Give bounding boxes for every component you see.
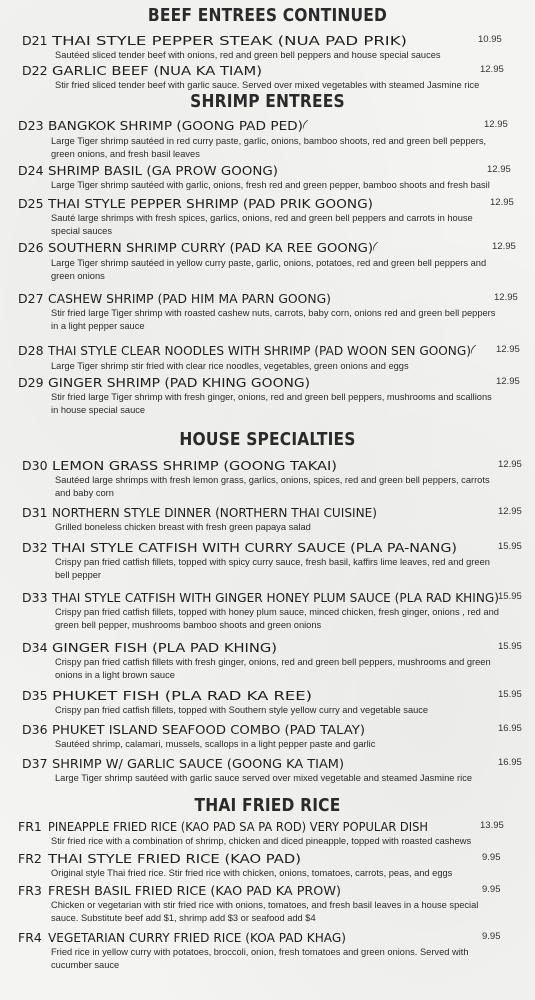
menu-item-name: FRESH BASIL FRIED RICE (KAO PAD KA PROW) <box>48 883 341 898</box>
menu-item <box>18 930 527 971</box>
menu-item <box>18 163 527 192</box>
menu-item-header <box>18 291 527 307</box>
menu-item-header <box>18 163 527 179</box>
menu-item-header <box>22 33 527 49</box>
menu-item-header <box>18 240 527 257</box>
menu-item-description: Crispy pan fried catfish fillets, topped with spicy curry sauce, fresh basil, kaffirs lime leaves, red and green bell pepper <box>55 557 490 580</box>
menu-item-description: Large Tiger shrimp sautéed in yellow curry paste, garlic, onions, potatoes, red and green bell peppers and green onions <box>51 258 487 281</box>
menu-item-name: THAI STYLE CATFISH WITH CURRY SAUCE (PLA PA-NANG) <box>52 540 457 555</box>
menu-item <box>22 63 527 92</box>
menu-item <box>18 343 527 373</box>
menu-item-description: Sautéed sliced tender beef with onions, red and green bell peppers and house special sauces <box>55 50 441 60</box>
menu-item-description: Sauté large shrimps with fresh spices, garlics, onions, red and green bell peppers and carrots in house special sauces <box>51 213 473 236</box>
menu-item-description: Stir fried rice with a combination of shrimp, chicken and diced pineapple, topped with roasted cashews <box>51 836 472 846</box>
menu-item-code: D35 <box>22 688 48 703</box>
menu-item-name: SOUTHERN SHRIMP CURRY (PAD KA REE GOONG) <box>48 240 373 255</box>
menu-item-name: GINGER FISH (PLA PAD KHING) <box>52 640 277 655</box>
menu-item-code: D37 <box>22 756 48 771</box>
menu-item-name: LEMON GRASS SHRIMP (GOONG TAKAI) <box>52 458 337 473</box>
menu-item-code: D28 <box>18 343 44 358</box>
menu-item-header <box>22 505 527 521</box>
menu-item <box>22 540 527 581</box>
menu-item-description: Original style Thai fried rice. Stir fried rice with chicken, onions, tomatoes, carrots, peas, and eggs <box>51 868 453 878</box>
menu-item-header <box>18 196 527 212</box>
menu-item-code: D34 <box>22 640 48 655</box>
menu-item-name: GARLIC BEEF (NUA KA TIAM) <box>52 63 262 78</box>
menu-item <box>18 196 527 237</box>
menu-item-code: FR2 <box>18 851 42 866</box>
menu-item-code: D21 <box>22 33 48 48</box>
chili-pepper-icon: ⁀ <box>302 119 318 134</box>
menu-item-name: THAI STYLE FRIED RICE (KAO PAD) <box>48 851 301 866</box>
menu-item-price: 12.95 <box>494 292 518 303</box>
menu-item <box>22 722 527 751</box>
menu-item-header <box>22 590 527 606</box>
menu-item-name: PINEAPPLE FRIED RICE (KAO PAD SA PA ROD) VERY POPULAR DISH <box>48 819 428 834</box>
section-title: SHRIMP ENTREES <box>190 91 345 112</box>
menu-item-code: D30 <box>22 458 48 473</box>
menu-item <box>22 688 527 717</box>
menu-item-description: Stir fried large Tiger shrimp with roasted cashew nuts, carrots, baby corn, onions red and green bell peppers in a light pepper sauce <box>51 308 496 331</box>
menu-item-price: 16.95 <box>498 757 522 768</box>
menu-item <box>18 851 527 880</box>
menu-item <box>18 819 527 848</box>
menu-item-header <box>18 819 527 835</box>
menu-item-description: Crispy pan fried catfish fillets, topped with honey plum sauce, minced chicken, fresh ginger, onions , red and green bell pepper, mushrooms bamboo shoots and green onions <box>55 607 499 630</box>
menu-item-price: 12.95 <box>492 241 516 252</box>
menu-item <box>18 883 527 924</box>
menu-item-price: 9.95 <box>482 884 501 895</box>
menu-item-price: 12.95 <box>480 64 504 75</box>
menu-item-name: PHUKET ISLAND SEAFOOD COMBO (PAD TALAY) <box>52 722 365 737</box>
menu-item-price: 15.95 <box>498 641 522 652</box>
menu-item-name: THAI STYLE PEPPER STEAK (NUA PAD PRIK) <box>52 33 407 48</box>
menu-item-header <box>22 458 527 474</box>
menu-item-price: 12.95 <box>487 164 511 175</box>
menu-item-code: D31 <box>22 505 48 520</box>
section-title: THAI FRIED RICE <box>194 795 341 816</box>
menu-item <box>22 640 527 681</box>
menu-item-header <box>18 118 527 135</box>
menu-item-price: 15.95 <box>498 541 522 552</box>
menu-item-name: PHUKET FISH (PLA RAD KA REE) <box>52 688 312 703</box>
menu-item-name: SHRIMP W/ GARLIC SAUCE (GOONG KA TIAM) <box>52 756 344 771</box>
section-title: BEEF ENTREES CONTINUED <box>147 5 388 26</box>
menu-item-header <box>22 756 527 772</box>
menu-item-description: Fried rice in yellow curry with potatoes, broccoli, onion, fresh tomatoes and green onions. Served with cucumber sauce <box>51 947 469 970</box>
menu-item-name: THAI STYLE CLEAR NOODLES WITH SHRIMP (PAD WOON SEN GOONG) <box>48 343 471 358</box>
menu-item-description: Stir fried large Tiger shrimp with fresh ginger, onions, red and green bell peppers, mushrooms and scallions in house special sauce <box>51 392 492 415</box>
menu-item-code: D24 <box>18 163 44 178</box>
menu-item-code: FR1 <box>18 819 42 834</box>
menu-item-code: D25 <box>18 196 44 211</box>
menu-item-description: Crispy pan fried catfish fillets, topped with Southern style yellow curry and vegetable sauce <box>55 705 429 715</box>
menu-item-price: 12.95 <box>496 344 520 355</box>
menu-item-code: D33 <box>22 590 48 605</box>
menu-item-description: Large Tiger shrimp stir fried with clear rice noodles, vegetables, green onions and eggs <box>51 361 409 371</box>
chili-pepper-icon: ⁀ <box>470 344 486 359</box>
menu-item-name: THAI STYLE PEPPER SHRIMP (PAD PRIK GOONG) <box>48 196 373 211</box>
menu-item-name: CASHEW SHRIMP (PAD HIM MA PARN GOONG) <box>48 291 331 306</box>
menu-item <box>18 118 527 160</box>
menu-item-header <box>18 343 527 360</box>
menu-item-code: D23 <box>18 118 44 133</box>
chili-pepper-icon: ⁀ <box>372 241 388 256</box>
menu-item-price: 13.95 <box>480 820 504 831</box>
menu-item-code: D36 <box>22 722 48 737</box>
menu-item-description: Sautéed shrimp, calamari, mussels, scallops in a light pepper paste and garlic <box>55 739 376 749</box>
menu-item <box>22 33 527 62</box>
menu-item <box>22 505 527 534</box>
menu-item <box>22 756 527 785</box>
menu-item <box>22 590 527 631</box>
menu-item-price: 12.95 <box>484 119 508 130</box>
menu-item-header <box>22 540 527 556</box>
menu-item-name: VEGETARIAN CURRY FRIED RICE (KOA PAD KHAG) <box>48 930 346 945</box>
menu-item-header <box>18 375 527 391</box>
menu-item-code: D22 <box>22 63 48 78</box>
menu-item <box>18 375 527 416</box>
menu-item-name: NORTHERN STYLE DINNER (NORTHERN THAI CUISINE) <box>52 505 377 520</box>
menu-item-price: 12.95 <box>490 197 514 208</box>
menu-item-price: 15.95 <box>498 689 522 700</box>
section-title: HOUSE SPECIALTIES <box>179 429 356 450</box>
menu-item-price: 12.95 <box>498 459 522 470</box>
menu-item-price: 15.95 <box>498 591 522 602</box>
menu-item-price: 10.95 <box>478 34 502 45</box>
menu-item-header <box>18 851 527 867</box>
menu-item-header <box>18 883 527 899</box>
menu-item-name: BANGKOK SHRIMP (GOONG PAD PED) <box>48 118 303 133</box>
menu-item-header <box>18 930 527 946</box>
menu-item-price: 9.95 <box>482 931 501 942</box>
menu-item-name: GINGER SHRIMP (PAD KHING GOONG) <box>48 375 310 390</box>
menu-item-name: THAI STYLE CATFISH WITH GINGER HONEY PLUM SAUCE (PLA RAD KHING) <box>52 590 499 605</box>
menu-item-price: 16.95 <box>498 723 522 734</box>
menu-item-name: SHRIMP BASIL (GA PROW GOONG) <box>48 163 278 178</box>
menu-item-description: Large Tiger shrimp sautéed in red curry paste, garlic, onions, bamboo shoots, red and green bell peppers, green onions, and fresh basil leaves <box>51 136 487 159</box>
menu-item-description: Crispy pan fried catfish fillets with fresh ginger, onions, red and green bell peppers, mushrooms and green onions in a light brown sauce <box>55 657 491 680</box>
menu-item-description: Stir fried sliced tender beef with garlic sauce. Served over mixed vegetables with steamed Jasmine rice <box>55 80 480 90</box>
menu-item-price: 12.95 <box>496 376 520 387</box>
menu-item-price: 12.95 <box>498 506 522 517</box>
menu-item-header <box>22 722 527 738</box>
menu-item-header <box>22 688 527 704</box>
menu-item <box>18 240 527 282</box>
menu-item-code: FR3 <box>18 883 42 898</box>
menu-item-description: Grilled boneless chicken breast with fresh green papaya salad <box>55 522 311 532</box>
menu-item-code: D32 <box>22 540 48 555</box>
menu-item-code: D26 <box>18 240 44 255</box>
menu-item-description: Large Tiger shrimp sautéed with garlic sauce served over mixed vegetable and steamed Jasmine rice <box>55 773 473 783</box>
menu-item <box>22 458 527 499</box>
menu-item-header <box>22 63 527 79</box>
menu-item-code: D29 <box>18 375 44 390</box>
menu-item <box>18 291 527 332</box>
menu-item-header <box>22 640 527 656</box>
menu-item-description: Sautéed large shrimps with fresh lemon grass, garlics, onions, spices, red and green bell peppers, carrots and baby corn <box>55 475 490 498</box>
menu-item-description: Large Tiger shrimp sautéed with garlic, onions, fresh red and green pepper, bamboo shoots and fresh basil <box>51 180 490 190</box>
menu-item-code: FR4 <box>18 930 42 945</box>
menu-item-description: Chicken or vegetarian with stir fried rice with onions, tomatoes, and fresh basil leaves in a house special sauce. Substitute beef add $1, shrimp add $3 or seafood add $4 <box>51 900 479 923</box>
menu-item-code: D27 <box>18 291 44 306</box>
menu-item-price: 9.95 <box>482 852 501 863</box>
